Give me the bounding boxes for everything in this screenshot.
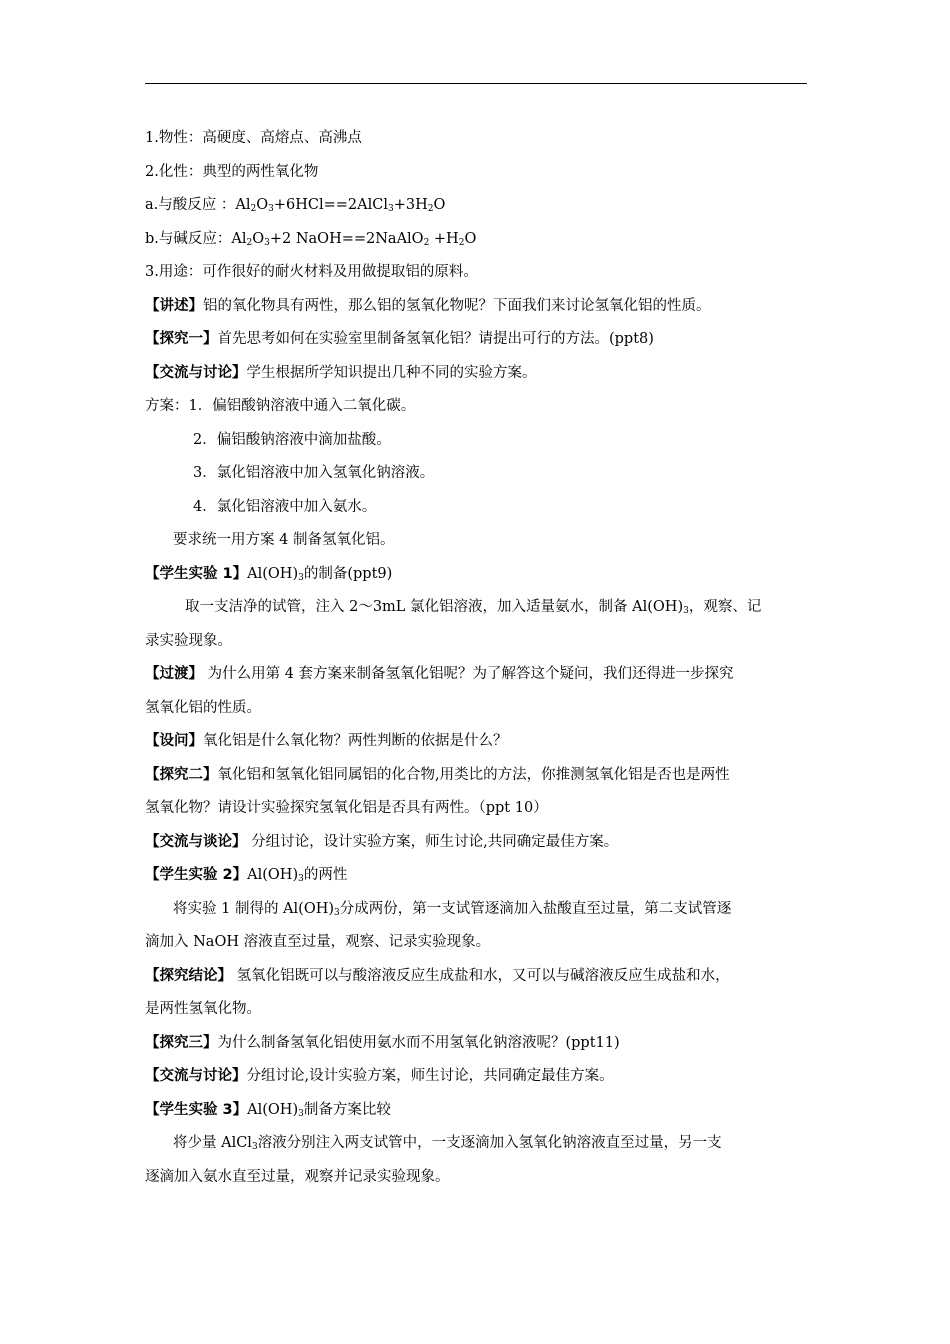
section-tag: 【学生实验 2】 (145, 867, 248, 883)
text-line: 【过渡】 为什么用第 4 套方案来制备氢氧化铝呢？为了解答这个疑问，我们还得进一步探究 (145, 666, 734, 682)
text-line: 【学生实验 2】$Al(OH)_3$的两性 (145, 867, 348, 884)
text-line: 【交流与谈论】 分组讨论，设计实验方案，师生讨论,共同确定最佳方案。 (145, 833, 619, 850)
text-line: 【交流与讨论】分组讨论,设计实验方案，师生讨论，共同确定最佳方案。 (145, 1068, 614, 1084)
section-tag: 【探究一】 (145, 331, 218, 347)
text-line: 3.用途：可作很好的耐火材料及用做提取铝的原料。 (145, 264, 478, 280)
text-line: 是两性氢氧化物。 (145, 1001, 261, 1017)
section-tag: 【交流与谈论】 (145, 833, 247, 850)
text-line: 【学生实验 1】$Al(OH)_3$的制备(ppt9) (145, 565, 393, 583)
plan-item: 3．氯化铝溶液中加入氢氧化钠溶液。 (193, 465, 435, 481)
text-line: 2.化性：典型的两性氧化物 (145, 163, 319, 180)
text-line: 【学生实验 3】$Al(OH)_3$制备方案比较 (145, 1101, 391, 1119)
section-tag: 【探究二】 (145, 766, 218, 783)
section-tag: 【交流与讨论】 (145, 1068, 247, 1084)
section-tag: 【探究三】 (145, 1034, 218, 1051)
text-line: 【探究二】氧化铝和氢氧化铝同属铝的化合物,用类比的方法，你推测氢氧化铝是否也是两性 (145, 766, 730, 783)
text-line: 氢氧化物？请设计实验探究氢氧化铝是否具有两性。（ppt 10） (145, 800, 548, 816)
section-tag: 【学生实验 3】 (145, 1101, 248, 1118)
text-line: 将实验 1 制得的 $Al(OH)_3$分成两份，第一支试管逐滴加入盐酸直至过量，第二支试管逐 (173, 900, 732, 918)
text-line: 录实验现象。 (145, 632, 232, 649)
section-tag: 【学生实验 1】 (145, 565, 248, 582)
section-tag: 【探究结论】 (145, 967, 232, 984)
text-line: 滴加入 NaOH 溶液直至过量，观察、记录实验现象。 (145, 934, 491, 950)
text-line: 【探究一】首先思考如何在实验室里制备氢氧化铝？请提出可行的方法。(ppt8) (145, 331, 654, 347)
text-line: 【探究结论】 氢氧化铝既可以与酸溶液反应生成盐和水，又可以与碱溶液反应生成盐和水， (145, 967, 730, 984)
text-line: 1.物性：高硬度、高熔点、高沸点 (145, 130, 362, 146)
equation-base: b.与碱反应：$Al_2O_3+2$ NaOH==2NaAlO$_2$ $+H_2O$ (145, 230, 477, 248)
document-body (145, 122, 807, 1194)
text-line: 【设问】氧化铝是什么氧化物？两性判断的依据是什么？ (145, 733, 508, 749)
plan-item: 方案：1．偏铝酸钠溶液中通入二氧化碳。 (145, 398, 416, 414)
plan-item: 2．偏铝酸钠溶液中滴加盐酸。 (193, 431, 391, 448)
text-line: 要求统一用方案 4 制备氢氧化铝。 (173, 532, 395, 548)
text-line: 取一支洁净的试管，注入 2～3mL 氯化铝溶液，加入适量氨水，制备 $Al(OH)_3$，观察、记 (185, 599, 762, 616)
plan-item: 4．氯化铝溶液中加入氨水。 (193, 498, 377, 515)
section-tag: 【设问】 (145, 733, 203, 749)
text-line: 将少量 AlCl$_3$溶液分别注入两支试管中，一支逐滴加入氢氧化钠溶液直至过量，另一支 (173, 1135, 722, 1152)
text-line: 逐滴加入氨水直至过量，观察并记录实验现象。 (145, 1168, 450, 1185)
text-line: 【探究三】为什么制备氢氧化铝使用氨水而不用氢氧化钠溶液呢？(ppt11) (145, 1034, 620, 1051)
text-line: 氢氧化铝的性质。 (145, 699, 261, 716)
section-tag: 【交流与讨论】 (145, 364, 247, 381)
text-line: 【讲述】铝的氧化物具有两性，那么铝的氢氧化物呢？下面我们来讨论氢氧化铝的性质。 (145, 297, 711, 314)
section-tag: 【过渡】 (145, 666, 203, 682)
section-tag: 【讲述】 (145, 297, 203, 314)
text-line: 【交流与讨论】学生根据所学知识提出几种不同的实验方案。 (145, 364, 537, 381)
header-rule (145, 83, 807, 84)
equation-acid: a.与酸反应 ：$Al_2O_3+6HCl==2AlCl_3+3H_2O$ (145, 197, 446, 214)
